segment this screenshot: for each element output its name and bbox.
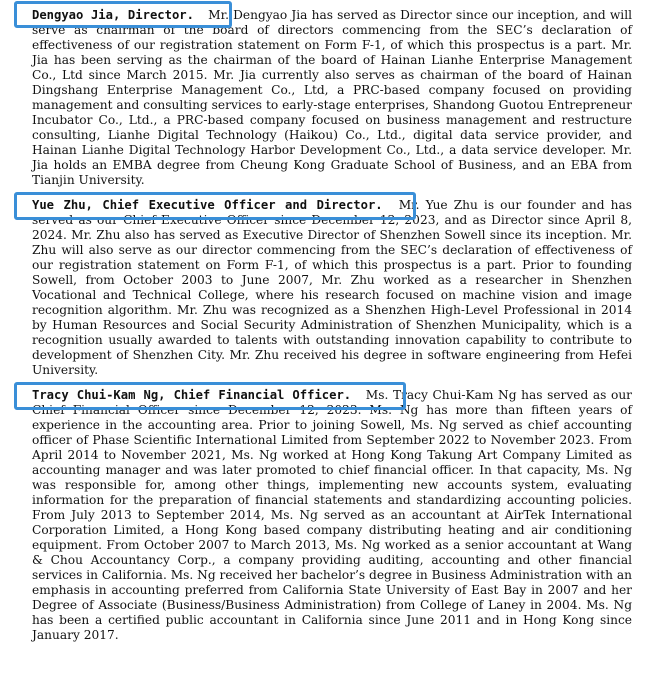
- bio-name: Dengyao Jia, Director.: [32, 8, 194, 22]
- document-page: [32, 8, 632, 643]
- bio-text: Mr. Dengyao Jia has served as Director since our inception, and will serve as chairman of the board of directors commencing from the SEC’s declaration of effectiveness of our registration statement on Form F-1, of which this prospectus is a part. Mr. Jia has been serving as the chairman of the board of Hainan Lianhe Enterprise Management Co., Ltd since March 2015. Mr. Jia currently also serves as chairman of the board of Hainan Dingshang Enterprise Management Co., Ltd, a PRC-based company focused on providing management and consulting services to early-stage enterprises, Shandong Guotou Entrepreneur Incubator Co., Ltd., a PRC-based company focused on business management and restructure consulting, Lianhe Digital Technology (Haikou) Co., Ltd., digital data service provider, and Hainan Lianhe Digital Technology Harbor Development Co., Ltd., a data service developer. Mr. Jia holds an EMBA degree from Cheung Kong Graduate School of Business, and an EBA from Tianjin University.: [32, 8, 633, 187]
- bio-name: Tracy Chui-Kam Ng, Chief Financial Officer.: [32, 388, 352, 402]
- bio-tracy-ng: [32, 388, 632, 643]
- bio-dengyao-jia: [32, 8, 632, 188]
- bio-text: Mr. Yue Zhu is our founder and has served as our Chief Executive Officer since December 12, 2023, and as Director since April 8, 2024. Mr. Zhu also has served as Executive Director of Shenzhen Sowell since its inception. Mr. Zhu will also serve as our director commencing from the SEC’s declaration of effectiveness of our registration statement on Form F-1, of which this prospectus is a part. Prior to founding Sowell, from October 2003 to June 2007, Mr. Zhu worked as a researcher in Shenzhen Vocational and Technical College, where his research focused on machine vision and image recognition algorithm. Mr. Zhu was recognized as a Shenzhen High-Level Professional in 2014 by Human Resources and Social Security Administration of Shenzhen Municipality, which is a recognition usually awarded to talents with outstanding innovation capability to contribute to development of Shenzhen City. Mr. Zhu received his degree in software engineering from Hefei University.: [32, 198, 633, 377]
- bio-name: Yue Zhu, Chief Executive Officer and Director.: [32, 198, 383, 212]
- bio-yue-zhu: [32, 198, 632, 378]
- bio-text: Ms. Tracy Chui-Kam Ng has served as our Chief Financial Officer since December 12, 2023. Ms. Ng has more than fifteen years of experience in the accounting area. Prior to joining Sowell, Ms. Ng served as chief accounting officer of Phase Scientific International Limited from September 2022 to November 2023. From April 2014 to November 2021, Ms. Ng worked at Hong Kong Takung Art Company Limited as accounting manager and was later promoted to chief financial officer. In that capacity, Ms. Ng was responsible for, among other things, implementing new accounts system, evaluating information for the preparation of financial statements and standardizing accounting policies. From July 2013 to September 2014, Ms. Ng served as an accountant at AirTek International Corporation Limited, a Hong Kong based company distributing heating and air conditioning equipment. From October 2007 to March 2013, Ms. Ng worked as a senior accountant at Wang & Chou Accountancy Corp., a company providing auditing, accounting and other financial services in California. Ms. Ng received her bachelor’s degree in Business Administration with an emphasis in accounting preferred from California State University of East Bay in 2007 and her Degree of Associate (Business/Business Administration) from College of Laney in 2004. Ms. Ng has been a certified public accountant in California since June 2011 and in Hong Kong since January 2017.: [32, 388, 633, 642]
